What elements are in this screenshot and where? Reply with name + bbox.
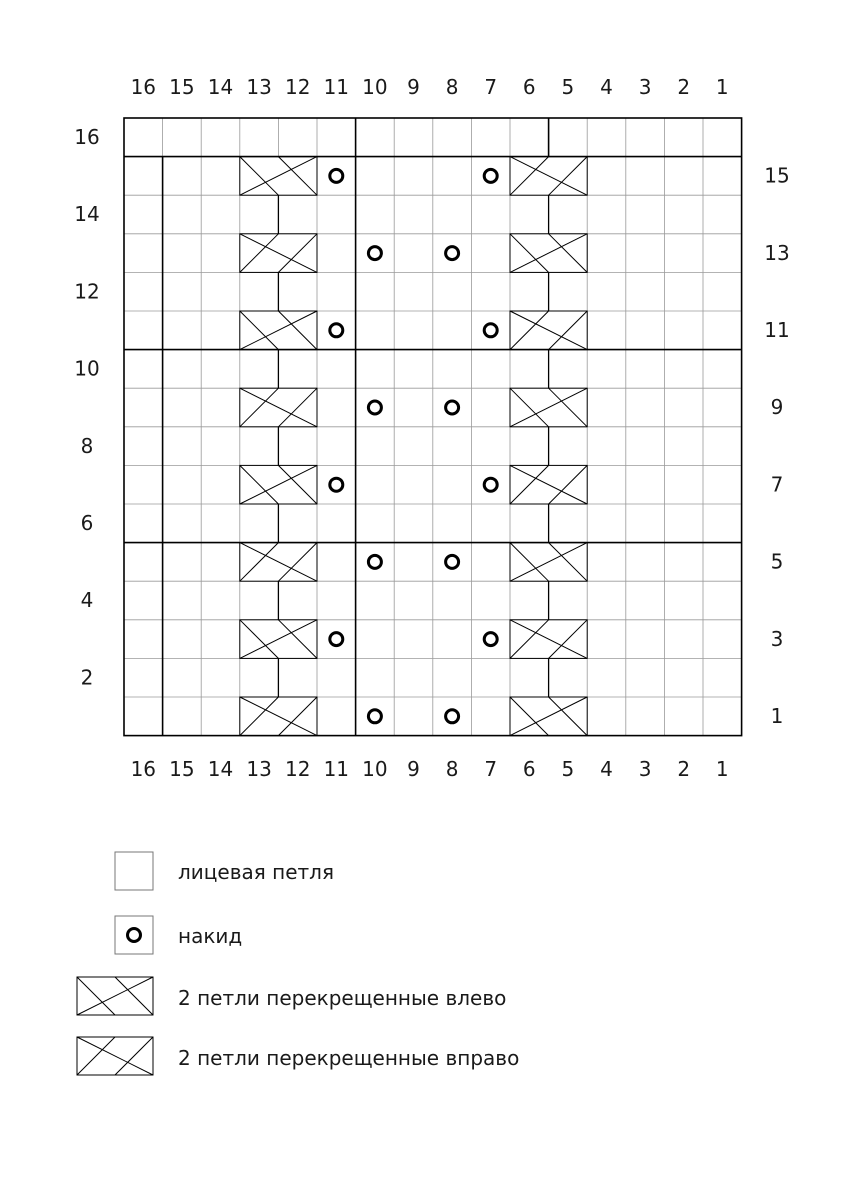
cross-right-symbol <box>240 388 317 427</box>
column-label-top: 14 <box>207 75 234 99</box>
column-label-top: 15 <box>169 75 195 99</box>
row-label-left: 6 <box>80 511 94 535</box>
column-label-top: 9 <box>407 75 420 99</box>
cross-left-icon <box>76 976 156 1018</box>
cross-left-symbol <box>510 388 587 427</box>
column-label-bottom: 12 <box>284 757 311 781</box>
column-label-top: 1 <box>715 75 729 99</box>
cross-left-symbol <box>240 311 317 350</box>
column-label-top: 16 <box>130 75 157 99</box>
cross-right-symbol <box>510 620 587 659</box>
column-label-bottom: 15 <box>169 757 195 781</box>
cross-right-symbol <box>510 311 587 350</box>
column-label-bottom: 14 <box>207 757 234 781</box>
column-label-bottom: 5 <box>561 757 575 781</box>
column-label-top: 8 <box>445 75 459 99</box>
cross-right-symbol <box>240 697 317 736</box>
cross-left-symbol <box>240 157 317 196</box>
column-label-bottom: 3 <box>638 757 652 781</box>
column-label-top: 13 <box>246 75 272 99</box>
cross-left-symbol <box>510 543 587 582</box>
cross-left-symbol <box>240 620 317 659</box>
column-label-top: 4 <box>600 75 613 99</box>
legend-label-yarn-over: накид <box>178 924 243 948</box>
legend-label-cross-right: 2 петли перекрещенные вправо <box>178 1046 520 1070</box>
row-label-right: 7 <box>770 472 784 497</box>
cross-right-symbol <box>510 465 587 504</box>
column-label-top: 3 <box>638 75 652 99</box>
column-label-top: 12 <box>284 75 311 99</box>
column-label-bottom: 6 <box>522 757 536 781</box>
column-label-bottom: 10 <box>362 757 388 781</box>
column-label-bottom: 8 <box>445 757 459 781</box>
column-label-top: 6 <box>522 75 536 99</box>
column-label-bottom: 1 <box>715 757 729 781</box>
column-label-bottom: 13 <box>246 757 272 781</box>
cross-right-symbol <box>240 234 317 273</box>
row-label-left: 4 <box>80 588 94 613</box>
row-label-right: 3 <box>770 626 784 651</box>
row-label-left: 8 <box>80 433 94 458</box>
column-label-top: 10 <box>362 75 388 99</box>
column-label-bottom: 16 <box>130 757 157 781</box>
legend-label-cross-left: 2 петли перекрещенные влево <box>178 986 507 1010</box>
column-label-bottom: 7 <box>484 757 498 781</box>
column-label-bottom: 4 <box>600 757 613 781</box>
row-label-left: 14 <box>74 202 100 227</box>
cross-right-icon <box>76 1036 156 1078</box>
row-label-left: 2 <box>80 665 94 690</box>
legend-label-knit: лицевая петля <box>178 860 334 884</box>
row-label-right: 11 <box>764 318 790 342</box>
column-label-top: 2 <box>677 75 691 99</box>
row-label-right: 15 <box>764 163 790 188</box>
cross-left-symbol <box>510 697 587 736</box>
row-label-left: 10 <box>74 356 100 381</box>
row-label-right: 9 <box>770 395 784 420</box>
column-label-top: 11 <box>323 75 350 99</box>
column-label-bottom: 2 <box>677 757 691 781</box>
chart-grid <box>124 118 742 736</box>
column-label-bottom: 9 <box>407 757 420 781</box>
row-label-left: 16 <box>74 125 100 149</box>
row-label-right: 5 <box>770 549 784 574</box>
column-label-bottom: 11 <box>323 757 350 781</box>
column-label-top: 7 <box>484 75 498 99</box>
row-label-right: 13 <box>764 240 790 265</box>
row-label-left: 12 <box>74 279 100 304</box>
cross-right-symbol <box>240 543 317 582</box>
row-label-right: 1 <box>770 704 784 728</box>
column-label-top: 5 <box>561 75 575 99</box>
cross-right-symbol <box>510 157 587 196</box>
cross-left-symbol <box>240 465 317 504</box>
cross-left-symbol <box>510 234 587 273</box>
